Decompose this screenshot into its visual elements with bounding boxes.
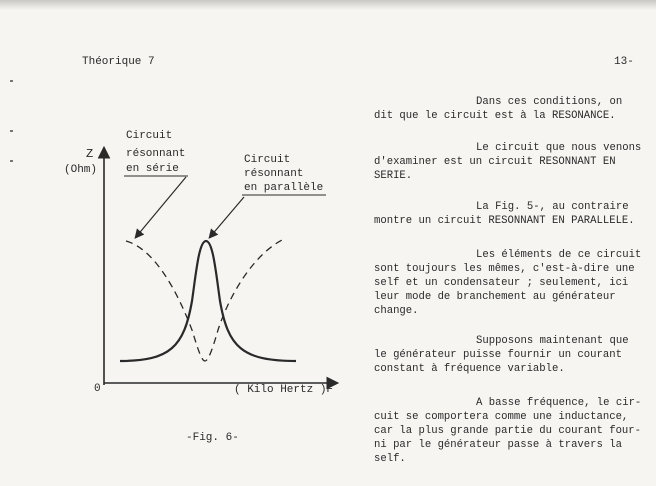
parallele-label-line2: résonnant — [244, 168, 304, 180]
parallele-label-line1: Circuit — [244, 154, 291, 166]
page-number: 13- — [614, 56, 634, 68]
figure-6 — [60, 125, 360, 425]
paragraph-3: La Fig. 5-, au contraire montre un circuit RESONNANT EN PARALLELE. — [374, 201, 635, 227]
paragraph-5: Supposons maintenant que le générateur puisse fournir un courant constant à fréquence variable. — [374, 335, 629, 375]
paragraph-1: Dans ces conditions, on dit que le circuit est à la RESONANCE. — [374, 96, 623, 122]
running-header: Théorique 7 — [82, 56, 155, 68]
parallele-label-line3: en parallèle — [244, 182, 324, 194]
page-top-edge — [0, 0, 656, 10]
y-axis-unit: (Ohm) — [64, 164, 98, 176]
serie-curve — [126, 239, 284, 361]
paragraph-2: Le circuit que nous venons d'examiner est un circuit RESONNANT EN SERIE. — [374, 142, 642, 182]
margin-mark — [10, 80, 13, 82]
serie-pointer-arrow — [136, 177, 186, 237]
parallele-curve — [120, 241, 296, 361]
resonance-diagram — [60, 125, 360, 425]
paragraph-6: A basse fréquence, le cir- cuit se comportera comme une inductance, car la plus grande partie du courant four- ni par le générateur passe à travers la self. — [374, 397, 642, 465]
serie-label-line2: résonnant — [126, 148, 186, 160]
x-axis-label: ( Kilo Hertz )F — [234, 384, 334, 396]
figure-caption: -Fig. 6- — [186, 432, 239, 444]
serie-label-line3: en série — [126, 163, 179, 175]
y-axis-label: Z — [86, 147, 94, 161]
margin-mark — [10, 130, 13, 132]
parallele-pointer-arrow — [210, 197, 244, 237]
paragraph-4: Les éléments de ce circuit sont toujours les mêmes, c'est-à-dire une self et un condensateur ; seulement, ici leur mode de branchement au générateur change. — [374, 249, 642, 317]
serie-label-line1: Circuit — [126, 130, 173, 142]
origin-label: 0 — [94, 383, 101, 395]
margin-mark — [10, 160, 13, 162]
